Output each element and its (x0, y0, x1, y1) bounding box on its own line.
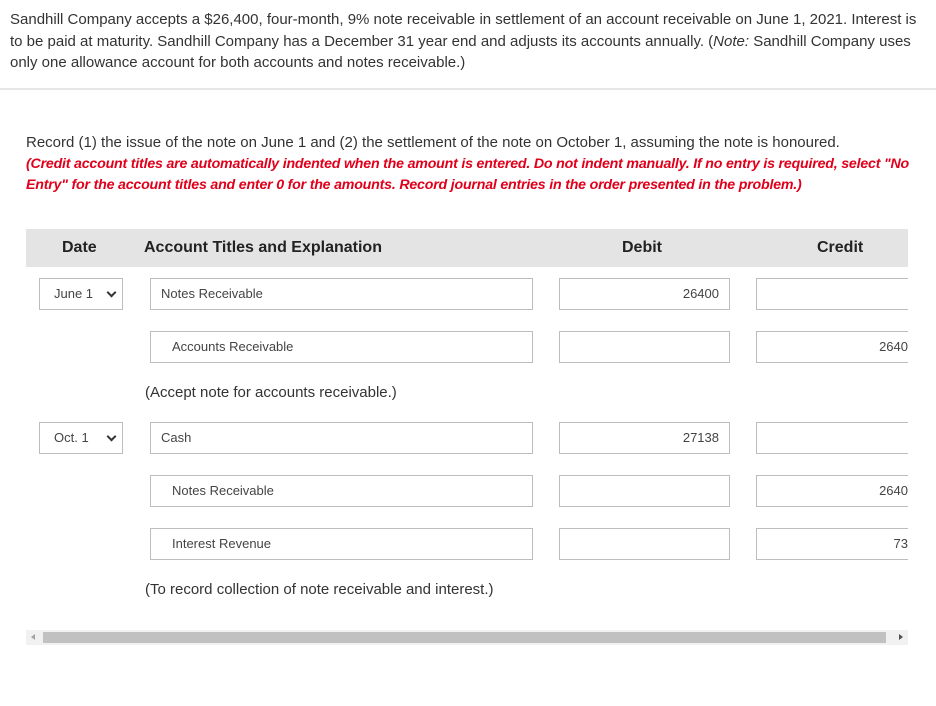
problem-statement: Sandhill Company accepts a $26,400, four-month, 9% note receivable in settlement of an account receivable on June 1, 2021. Interest is to be paid at maturity. Sandhill Company has a December 31 year end and adjusts its accounts annually. (Note: Sandhill Company uses only one allowance account for both accounts and notes receivable.) (10, 11, 917, 71)
scrollbar-thumb[interactable] (43, 632, 886, 643)
header-debit: Debit (622, 239, 662, 256)
credit-input[interactable] (756, 422, 908, 454)
entry-1-explanation: (Accept note for accounts receivable.) (145, 384, 397, 401)
account-input[interactable]: Accounts Receivable (150, 331, 533, 363)
instructions-main: Record (1) the issue of the note on June 1 and (2) the settlement of the note on October 1, assuming the note is honoured. (26, 134, 840, 151)
debit-input[interactable] (559, 528, 730, 560)
credit-input[interactable] (756, 278, 908, 310)
header-date: Date (62, 239, 97, 256)
date-select-entry-1[interactable]: June 1 (39, 278, 123, 310)
horizontal-scrollbar[interactable] (26, 630, 908, 645)
account-input[interactable]: Notes Receivable (150, 475, 533, 507)
journal-table-header (26, 229, 908, 267)
debit-input[interactable]: 27138 (559, 422, 730, 454)
entry-2-explanation: (To record collection of note receivable and interest.) (145, 581, 494, 598)
scroll-right-icon[interactable] (899, 634, 903, 640)
date-select-entry-2[interactable]: Oct. 1 (39, 422, 123, 454)
account-input[interactable]: Interest Revenue (150, 528, 533, 560)
account-input[interactable]: Cash (150, 422, 533, 454)
header-account: Account Titles and Explanation (144, 239, 382, 256)
credit-input[interactable]: 73 (756, 528, 908, 560)
debit-input[interactable]: 26400 (559, 278, 730, 310)
account-input[interactable]: Notes Receivable (150, 278, 533, 310)
instructions-warning: (Credit account titles are automatically indented when the amount is entered. Do not indent manually. If no entry is required, select "No Entry" for the account titles and enter 0 for the amounts. Record journal entries in the order presented in the problem.) (26, 155, 910, 193)
note-label: Note: (713, 32, 750, 50)
credit-input[interactable]: 2640 (756, 475, 908, 507)
credit-input[interactable]: 2640 (756, 331, 908, 363)
debit-input[interactable] (559, 475, 730, 507)
chevron-down-icon (107, 432, 117, 442)
scroll-left-icon[interactable] (31, 634, 35, 640)
debit-input[interactable] (559, 331, 730, 363)
section-divider (0, 88, 936, 90)
header-credit: Credit (817, 239, 864, 256)
chevron-down-icon (107, 288, 117, 298)
instructions (26, 132, 916, 197)
